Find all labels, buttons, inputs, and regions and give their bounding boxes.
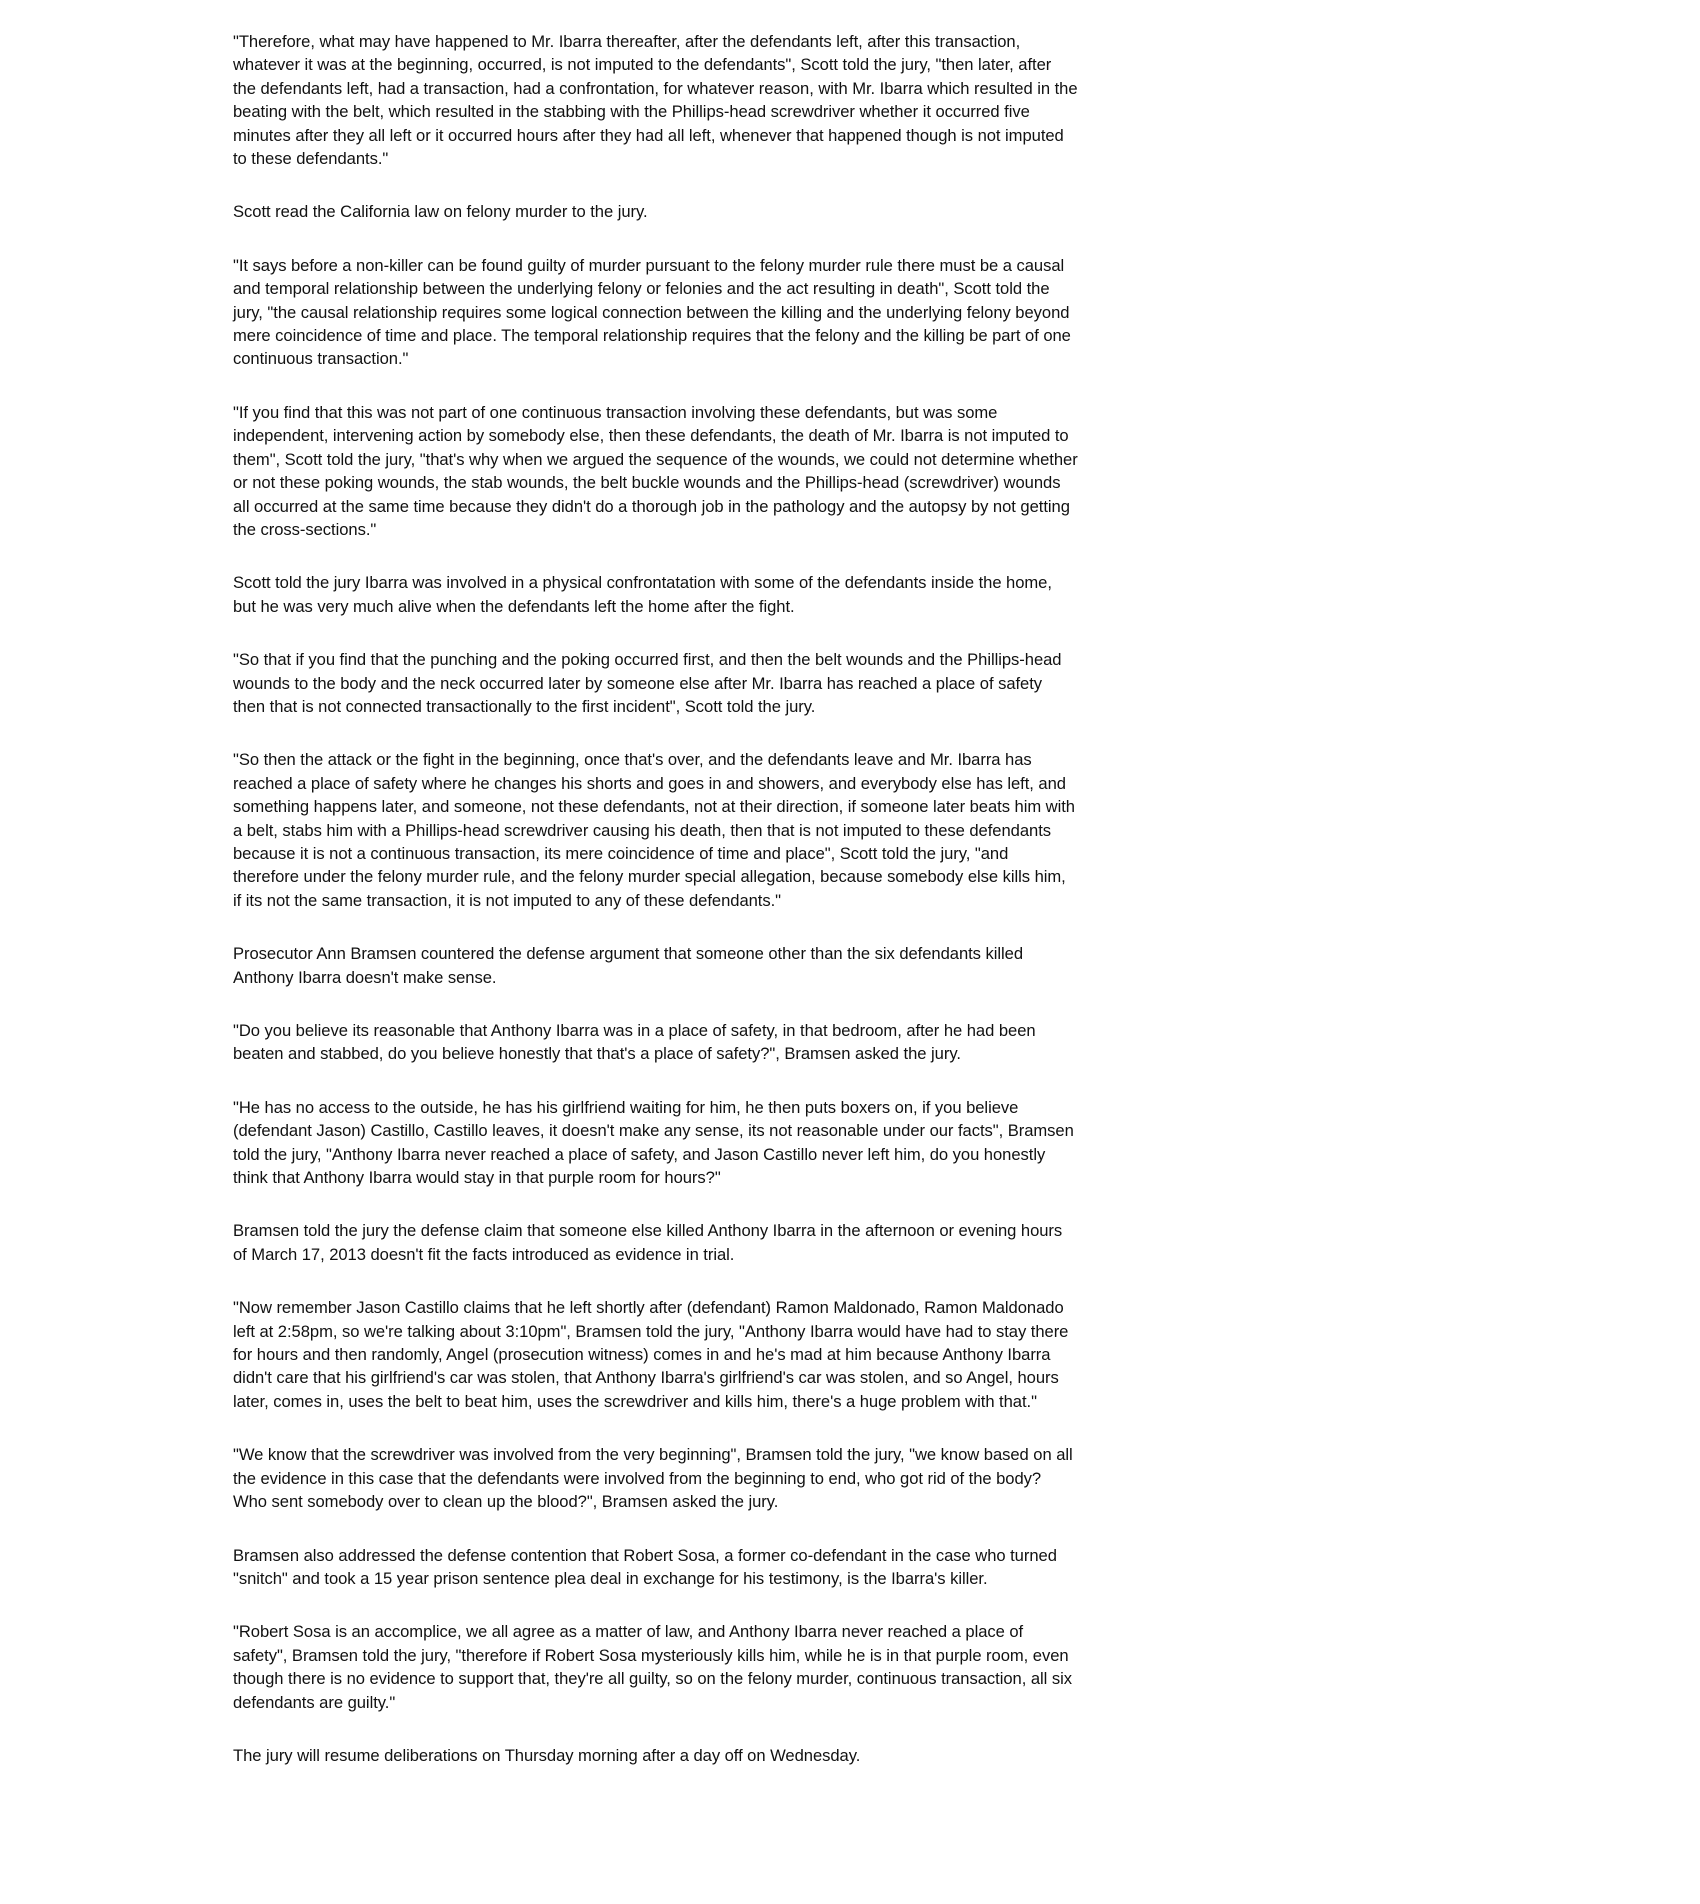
- paragraph: "Therefore, what may have happened to Mr. Ibarra thereafter, after the defendants left, after this transaction, whatever it was at the beginning, occurred, is not imputed to the defendants", Scott told the jury, "then later, after the defendants left, had a transaction, had a confrontation, for whatever reason, with Mr. Ibarra which resulted in the beating with the belt, which resulted in the stabbing with the Phillips-head screwdriver whether it occurred five minutes after they all left or it occurred hours after they had all left, whenever that happened though is not imputed to these defendants.": [233, 32, 1078, 169]
- paragraph: "So that if you find that the punching and the poking occurred first, and then the belt wounds and the Phillips-head wounds to the body and the neck occurred later by someone else after Mr. Ibarra has reached a place of safety then that is not connected transactionally to the first incident", Scott told the jury.: [233, 650, 1062, 716]
- paragraph: Bramsen told the jury the defense claim that someone else killed Anthony Ibarra in the afternoon or evening hours of March 17, 2013 doesn't fit the facts introduced as evidence in trial.: [233, 1221, 1063, 1264]
- paragraph: "Do you believe its reasonable that Anthony Ibarra was in a place of safety, in that bedroom, after he had been beaten and stabbed, do you believe honestly that that's a place of safety?", Bramsen asked the jury.: [233, 1021, 1036, 1064]
- paragraph: Scott told the jury Ibarra was involved in a physical confrontatation with some of the defendants inside the home, but he was very much alive when the defendants left the home after the fight.: [233, 573, 1052, 616]
- paragraph: Prosecutor Ann Bramsen countered the defense argument that someone other than the six defendants killed Anthony Ibarra doesn't make sense.: [233, 944, 1024, 987]
- paragraph: "Now remember Jason Castillo claims that he left shortly after (defendant) Ramon Maldonado, Ramon Maldonado left at 2:58pm, so we're talking about 3:10pm", Bramsen told the jury, "Anthony Ibarra would have had to stay there for hours and then randomly, Angel (prosecution witness) comes in and he's mad at him because Anthony Ibarra didn't care that his girlfriend's car was stolen, that Anthony Ibarra's girlfriend's car was stolen, and so Angel, hours later, comes in, uses the belt to beat him, uses the screwdriver and kills him, there's a huge problem with that.": [233, 1298, 1069, 1411]
- paragraph: Scott read the California law on felony murder to the jury.: [233, 202, 648, 222]
- paragraph: Bramsen also addressed the defense contention that Robert Sosa, a former co-defendant in the case who turned "snitch" and took a 15 year prison sentence plea deal in exchange for his testimony, is the Ibarra's killer.: [233, 1545, 1057, 1588]
- paragraph: "It says before a non-killer can be found guilty of murder pursuant to the felony murder rule there must be a causal and temporal relationship between the underlying felony or felonies and the act resulting in death", Scott told the jury, "the causal relationship requires some logical connection between the killing and the underlying felony beyond mere coincidence of time and place. The temporal relationship requires that the felony and the killing be part of one continuous transaction.": [233, 255, 1071, 369]
- paragraph: The jury will resume deliberations on Thursday morning after a day off on Wednesday.: [233, 1745, 861, 1765]
- paragraph: "Robert Sosa is an accomplice, we all agree as a matter of law, and Anthony Ibarra never reached a place of safety", Bramsen told the jury, "therefore if Robert Sosa mysteriously kills him, while he is in that purple room, even though there is no evidence to support that, they're all guilty, so on the felony murder, continuous transaction, all six defendants are guilty.": [233, 1622, 1072, 1712]
- paragraph: "So then the attack or the fight in the beginning, once that's over, and the defendants leave and Mr. Ibarra has reached a place of safety where he changes his shorts and goes in and showers, and everybody else has left, and something happens later, and someone, not these defendants, not at their direction, if someone later beats him with a belt, stabs him with a Phillips-head screwdriver causing his death, then that is not imputed to these defendants because it is not a continuous transaction, its mere coincidence of time and place", Scott told the jury, "and therefore under the felony murder rule, and the felony murder special allegation, because somebody else kills him, if its not the same transaction, it is not imputed to any of these defendants.": [233, 750, 1075, 910]
- article-body: [233, 30, 1078, 1795]
- paragraph: "We know that the screwdriver was involved from the very beginning", Bramsen told the jury, "we know based on all the evidence in this case that the defendants were involved from the beginning to end, who got rid of the body? Who sent somebody over to clean up the blood?", Bramsen asked the jury.: [233, 1445, 1073, 1512]
- paragraph: "If you find that this was not part of one continuous transaction involving these defendants, but was some independent, intervening action by somebody else, then these defendants, the death of Mr. Ibarra is not imputed to them", Scott told the jury, "that's why when we argued the sequence of the wounds, we could not determine whether or not these poking wounds, the stab wounds, the belt buckle wounds and the Phillips-head (screwdriver) wounds all occurred at the same time because they didn't do a thorough job in the pathology and the autopsy by not getting the cross-sections.": [233, 402, 1078, 539]
- paragraph: "He has no access to the outside, he has his girlfriend waiting for him, he then puts boxers on, if you believe (defendant Jason) Castillo, Castillo leaves, it doesn't make any sense, its not reasonable under our facts", Bramsen told the jury, "Anthony Ibarra never reached a place of safety, and Jason Castillo never left him, do you honestly think that Anthony Ibarra would stay in that purple room for hours?": [233, 1097, 1074, 1188]
